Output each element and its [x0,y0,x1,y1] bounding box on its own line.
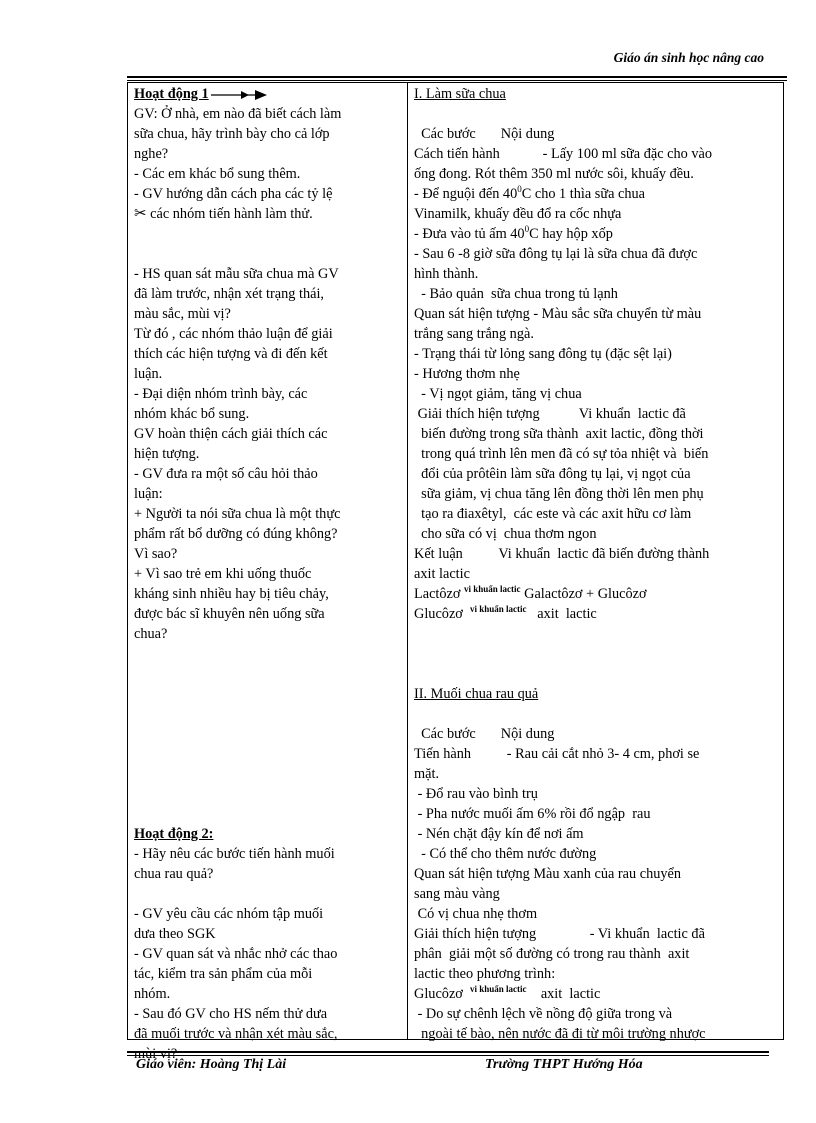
section1-line: trắng sang trắng ngà. [414,326,534,342]
activity1-heading: Hoạt động 1 [134,86,209,102]
section2-col-headers: Các bước Nội dung [414,726,555,742]
section2-line: - Pha nước muối ấm 6% rồi đổ ngập rau [414,806,651,822]
activity1-line: - GV hướng dẫn cách pha các tỷ lệ [134,186,333,202]
footer-rule-thin [127,1055,769,1056]
eq-left: Lactôzơ [414,586,465,602]
eq-over: vi khuẩn lactic [470,604,527,614]
activity1-line: chua? [134,626,168,642]
section2-line: Quan sát hiện tượng Màu xanh của rau chuyển [414,866,682,882]
eq-over: vi khuẩn lactic [470,984,527,994]
section2-line: Tiến hành - Rau cải cắt nhỏ 3- 4 cm, phơi se [414,746,700,762]
activity1-line: GV: Ở nhà, em nào đã biết cách làm [134,106,342,122]
footer-rule [127,1051,769,1053]
activity1-line: - Các em khác bổ sung thêm. [134,166,301,182]
activity1-line: nghe? [134,146,169,162]
section2-line: sang màu vàng [414,886,500,902]
section2-line: - Do sự chênh lệch về nồng độ giữa trong và [414,1006,673,1022]
teacher-activity-column [134,84,402,1064]
activity1-line: đã làm trước, nhận xét trạng thái, [134,286,324,302]
eq-left: Glucôzơ [414,986,470,1002]
footer-teacher: Giáo viên: Hoàng Thị Lài [136,1057,287,1072]
activity2-line: nhóm. [134,986,171,1002]
section1-line: cho sữa có vị chua thơm ngon [414,526,597,542]
eq-right: axit lactic [526,606,597,622]
activity1-line: phẩm rất bổ dưỡng có đúng không? [134,526,338,542]
activity1-line: màu sắc, mùi vị? [134,306,231,322]
section2-heading: II. Muối chua rau quả [414,686,539,702]
activity1-line: + Người ta nói sữa chua là một thực [134,506,341,522]
eq-right: axit lactic [526,986,601,1002]
section1-line: đổi của prôtêin làm sữa đông tụ lại, vị ngọt của [414,466,691,482]
activity1-line: Vì sao? [134,546,178,562]
activity1-line: luận: [134,486,163,502]
eq-left: Glucôzơ [414,606,470,622]
section2-line: phân giải một số đường có trong rau thành axit [414,946,690,962]
activity2-line: đã muối trước và nhận xét màu sắc, [134,1026,338,1042]
section1-line: Kết luận Vi khuẩn lactic đã biến đường thành [414,546,710,562]
activity2-line: chua rau quả? [134,866,214,882]
activity2-line: - Sau đó GV cho HS nếm thử dưa [134,1006,328,1022]
activity2-heading: Hoạt động 2: [134,826,214,842]
section1-line: - Trạng thái từ lỏng sang đông tụ (đặc sệt lại) [414,346,672,362]
page-header-title: Giáo án sinh học nâng cao [613,50,764,65]
activity1-line: + Vì sao trẻ em khi uống thuốc [134,566,312,582]
section1-line: ống đong. Rót thêm 350 ml nước sôi, khuấy đều. [414,166,694,182]
activity1-line: kháng sinh nhiều hay bị tiêu chảy, [134,586,329,602]
section2-line: Có vị chua nhẹ thơm [414,906,538,922]
footer-school: Trường THPT Hướng Hóa [485,1057,643,1072]
activity1-line: hiện tượng. [134,446,200,462]
section1-temp-line [414,224,776,244]
temp-pre: - Đưa vào tủ ấm 40 [414,226,525,242]
activity1-line: thích các hiện tượng và đi đến kết [134,346,328,362]
section2-line: - Nén chặt đậy kín để nơi ấm [414,826,584,842]
section1-line: biến đường trong sữa thành axit lactic, đồng thời [414,426,704,442]
section1-line: Cách tiến hành - Lấy 100 ml sữa đặc cho vào [414,146,712,162]
header-rule-thin [127,80,787,81]
arrow-right-icon [211,89,271,101]
equation-lactose [414,584,776,604]
activity2-line: tác, kiểm tra sản phẩm của mỗi [134,966,313,982]
activity1-line-with-icon [134,204,402,224]
section1-line: Giải thích hiện tượng Vi khuẩn lactic đã [414,406,686,422]
eq-right: Galactôzơ + Glucôzơ [520,586,647,602]
section1-line: - Bảo quản sữa chua trong tủ lạnh [414,286,618,302]
equation-glucose [414,604,776,624]
temp-post: C cho 1 thìa sữa chua [521,186,646,202]
section1-col-headers: Các bước Nội dung [414,126,555,142]
section1-line: Vinamilk, khuấy đều đổ ra cốc nhựa [414,206,622,222]
activity1-line: - Đại diện nhóm trình bày, các [134,386,308,402]
section1-line: tạo ra điaxêtyl, các este và các axit hữu cơ làm [414,506,692,522]
activity2-line: - GV quan sát và nhắc nhở các thao [134,946,338,962]
scissors-icon: ✂ [134,206,147,222]
section2-line: - Có thể cho thêm nước đường [414,846,597,862]
activity1-line: nhóm khác bổ sung. [134,406,250,422]
header-rule [127,76,787,78]
section1-temp-line [414,184,776,204]
section2-line: ngoài tế bào, nên nước đã đi từ môi trường nhược [414,1026,706,1042]
activity1-line: các nhóm tiến hành làm thử. [150,206,313,222]
activity2-line: - Hãy nêu các bước tiến hành muối [134,846,335,862]
content-column [414,84,776,1044]
eq-over: vi khuẩn lactic [464,584,521,594]
section1-line: Quan sát hiện tượng - Màu sắc sữa chuyển từ màu [414,306,702,322]
section1-line: - Hương thơm nhẹ [414,366,520,382]
section1-line: axit lactic [414,566,470,582]
equation-glucose-2 [414,984,776,1004]
section1-line: sữa giảm, vị chua tăng lên đồng thời lên men phụ [414,486,704,502]
activity1-line: - GV đưa ra một số câu hỏi thảo [134,466,318,482]
section1-line: trong quá trình lên men đã có sự tỏa nhiệt và biến [414,446,709,462]
activity1-line: sữa chua, hãy trình bày cho cả lớp [134,126,330,142]
temp-sup: 0 [524,224,530,235]
section2-line: mặt. [414,766,440,782]
section1-line: - Vị ngọt giảm, tăng vị chua [414,386,582,402]
activity2-line: dưa theo SGK [134,926,216,942]
temp-sup: 0 [517,184,522,195]
section1-heading: I. Làm sữa chua [414,86,506,102]
section2-line: Giải thích hiện tượng - Vi khuẩn lactic đã [414,926,705,942]
activity2-line: mùi vị? [134,1046,178,1062]
activity1-line: luận. [134,366,163,382]
activity1-line: GV hoàn thiện cách giải thích các [134,426,328,442]
activity1-line: được bác sĩ khuyên nên uống sữa [134,606,325,622]
section1-line: - Sau 6 -8 giờ sữa đông tụ lại là sữa chua đã được [414,246,698,262]
section2-line: lactic theo phương trình: [414,966,556,982]
temp-pre: - Để nguội đến 40 [414,186,518,202]
section2-line: - Đổ rau vào bình trụ [414,786,538,802]
activity1-line: Từ đó , các nhóm thảo luận để giải [134,326,333,342]
temp-post: C hay hộp xốp [529,226,613,242]
activity1-line: - HS quan sát mẫu sữa chua mà GV [134,266,339,282]
activity2-line: - GV yêu cầu các nhóm tập muối [134,906,324,922]
column-divider [407,82,408,1040]
activity1-heading-row [134,84,402,104]
section1-line: hình thành. [414,266,479,282]
